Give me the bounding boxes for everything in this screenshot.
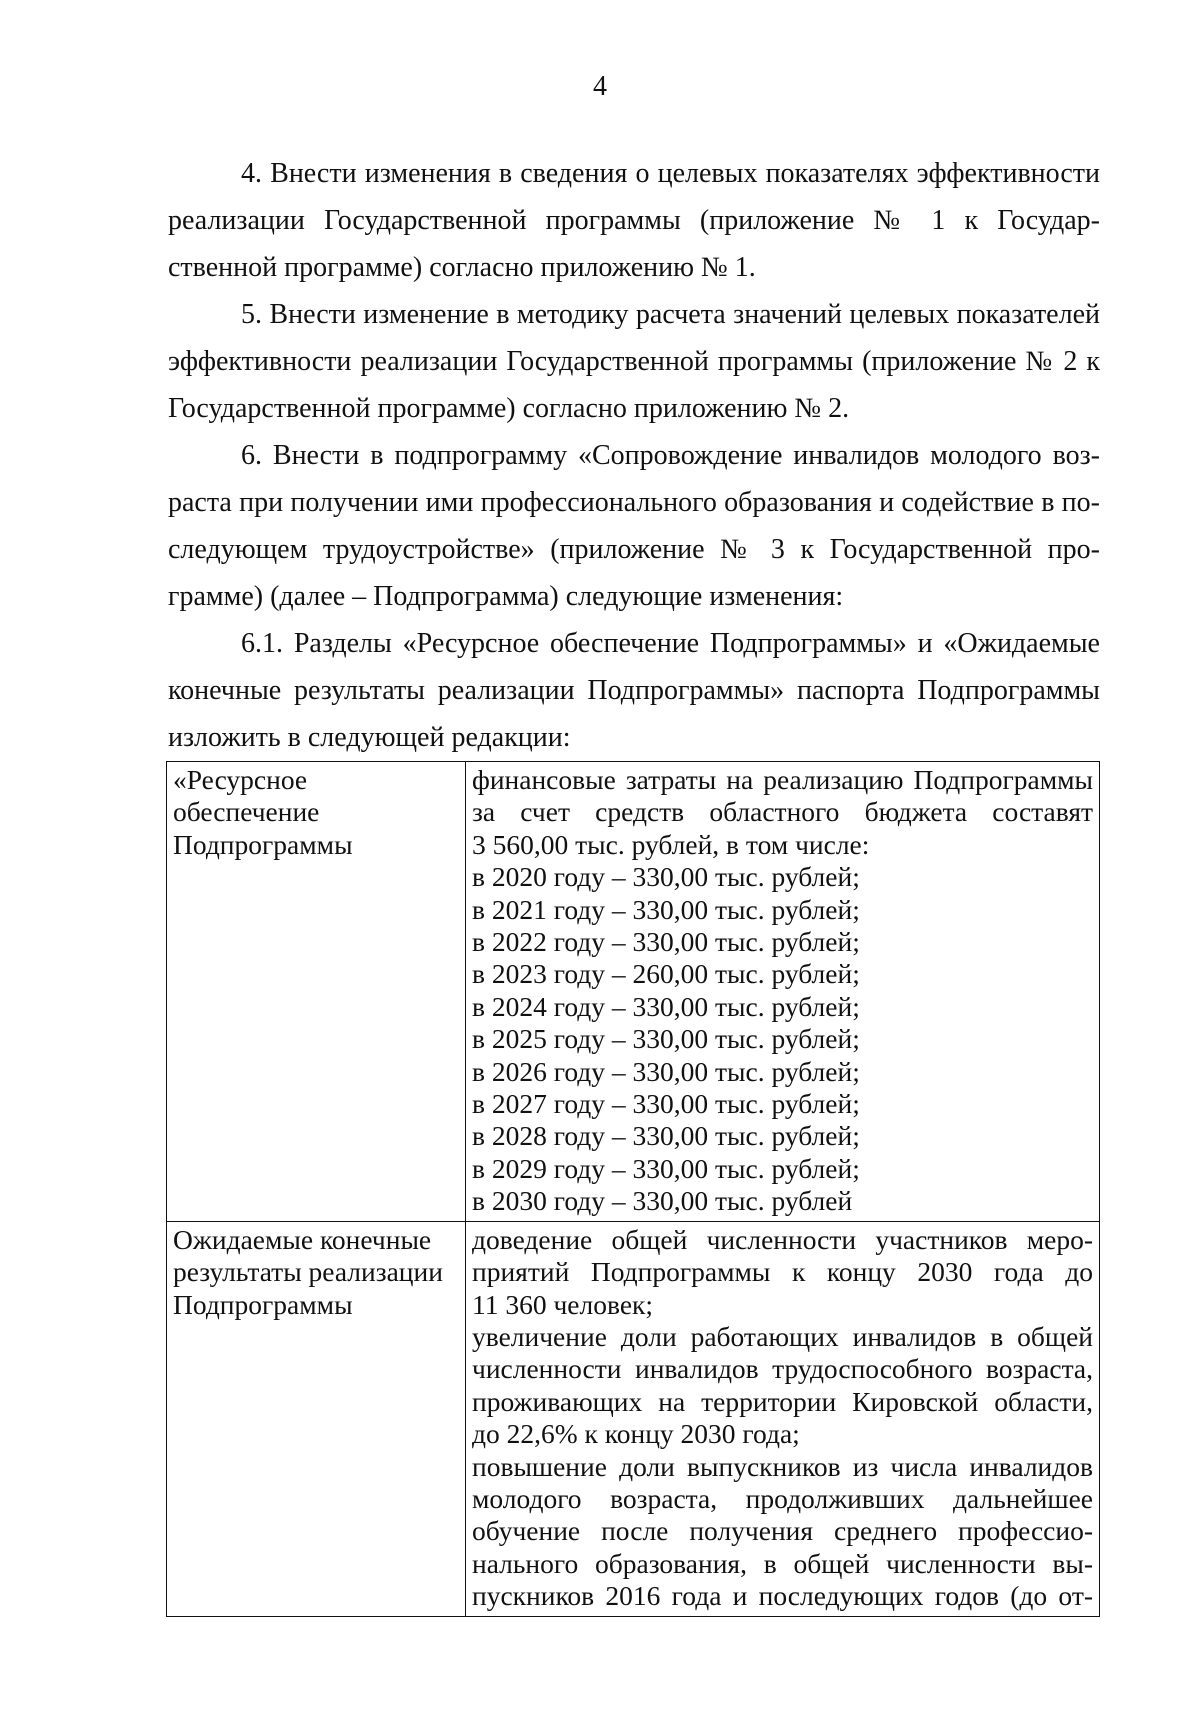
year-line: в 2020 году – 330,00 тыс. рублей;	[472, 861, 860, 893]
results-line: молодого возраста, продолживших дальнейшее	[472, 1482, 1093, 1514]
year-line: в 2028 году – 330,00 тыс. рублей;	[472, 1120, 860, 1152]
results-line: обучение после получения среднего профессио-	[472, 1515, 1093, 1547]
results-line: до 22,6% к концу 2030 года;	[472, 1418, 800, 1450]
page-number: 4	[593, 71, 607, 102]
results-line: приятий Подпрограммы к концу 2030 года до	[472, 1256, 1093, 1288]
year-line: в 2027 году – 330,00 тыс. рублей;	[472, 1088, 860, 1120]
year-line: в 2021 году – 330,00 тыс. рублей;	[472, 893, 860, 925]
results-line: пускников 2016 года и последующих годов (до от-	[472, 1580, 1093, 1612]
document-body	[168, 150, 1100, 1617]
results-line: проживающих на территории Кировской области,	[472, 1385, 1093, 1417]
paragraph-4: 4. Внести изменения в сведения о целевых показателях эффективности реализации Государственной программы (приложение № 1 к Государственной программе) согласно приложению № 1.	[168, 158, 1100, 283]
results-label-cell	[167, 1221, 466, 1616]
year-line: в 2024 году – 330,00 тыс. рублей;	[472, 990, 860, 1022]
table-row-results	[167, 1221, 1100, 1616]
results-value-cell	[466, 1221, 1100, 1616]
subprogram-passport-table	[166, 761, 1100, 1617]
paragraph-6: 6. Внести в подпрограмму «Сопровождение инвалидов молодого возраста при получении ими профессионального образования и содействие в последующем трудоустройстве» (приложение № 3 к Государственной программе) (далее – Подпрограмма) следующие изменения:	[168, 440, 1100, 612]
results-line: 11 360 человек;	[472, 1288, 654, 1320]
results-line: увеличение доли работающих инвалидов в общей	[472, 1320, 1093, 1352]
resource-label: «Ресурсное обеспечение Подпрограммы	[173, 764, 353, 860]
resource-intro-line-2: за счет средств областного бюджета составят	[472, 796, 1093, 828]
resource-total: 3 560,00 тыс. рублей, в том числе:	[472, 828, 870, 860]
year-line: в 2023 году – 260,00 тыс. рублей;	[472, 958, 860, 990]
year-line: в 2022 году – 330,00 тыс. рублей;	[472, 926, 860, 958]
paragraph-6-1: 6.1. Разделы «Ресурсное обеспечение Подпрограммы» и «Ожидаемые конечные результаты реализации Подпрограммы» паспорта Подпрограммы изложить в следующей редакции:	[168, 628, 1100, 753]
year-line: в 2025 году – 330,00 тыс. рублей;	[472, 1023, 860, 1055]
table-row-resource	[167, 762, 1100, 1222]
paragraph-5: 5. Внести изменение в методику расчета значений целевых показателей эффективности реализации Государственной программы (приложение № 2 к Государственной программе) согласно приложению № 2.	[168, 299, 1100, 424]
results-line: численности инвалидов трудоспособного возраста,	[472, 1353, 1093, 1385]
year-line: в 2030 году – 330,00 тыс. рублей	[472, 1185, 853, 1217]
results-line: нального образования, в общей численности вы-	[472, 1547, 1093, 1579]
results-line: повышение доли выпускников из числа инвалидов	[472, 1450, 1093, 1482]
results-label: Ожидаемые конечные результаты реализации Подпрограммы	[173, 1223, 443, 1320]
results-line: доведение общей численности участников меро-	[472, 1223, 1093, 1255]
resource-intro-line-1: финансовые затраты на реализацию Подпрограммы	[472, 764, 1093, 795]
year-line: в 2029 году – 330,00 тыс. рублей;	[472, 1152, 860, 1184]
resource-label-cell	[167, 762, 466, 1222]
year-line: в 2026 году – 330,00 тыс. рублей;	[472, 1055, 860, 1087]
resource-value-cell	[466, 762, 1100, 1222]
